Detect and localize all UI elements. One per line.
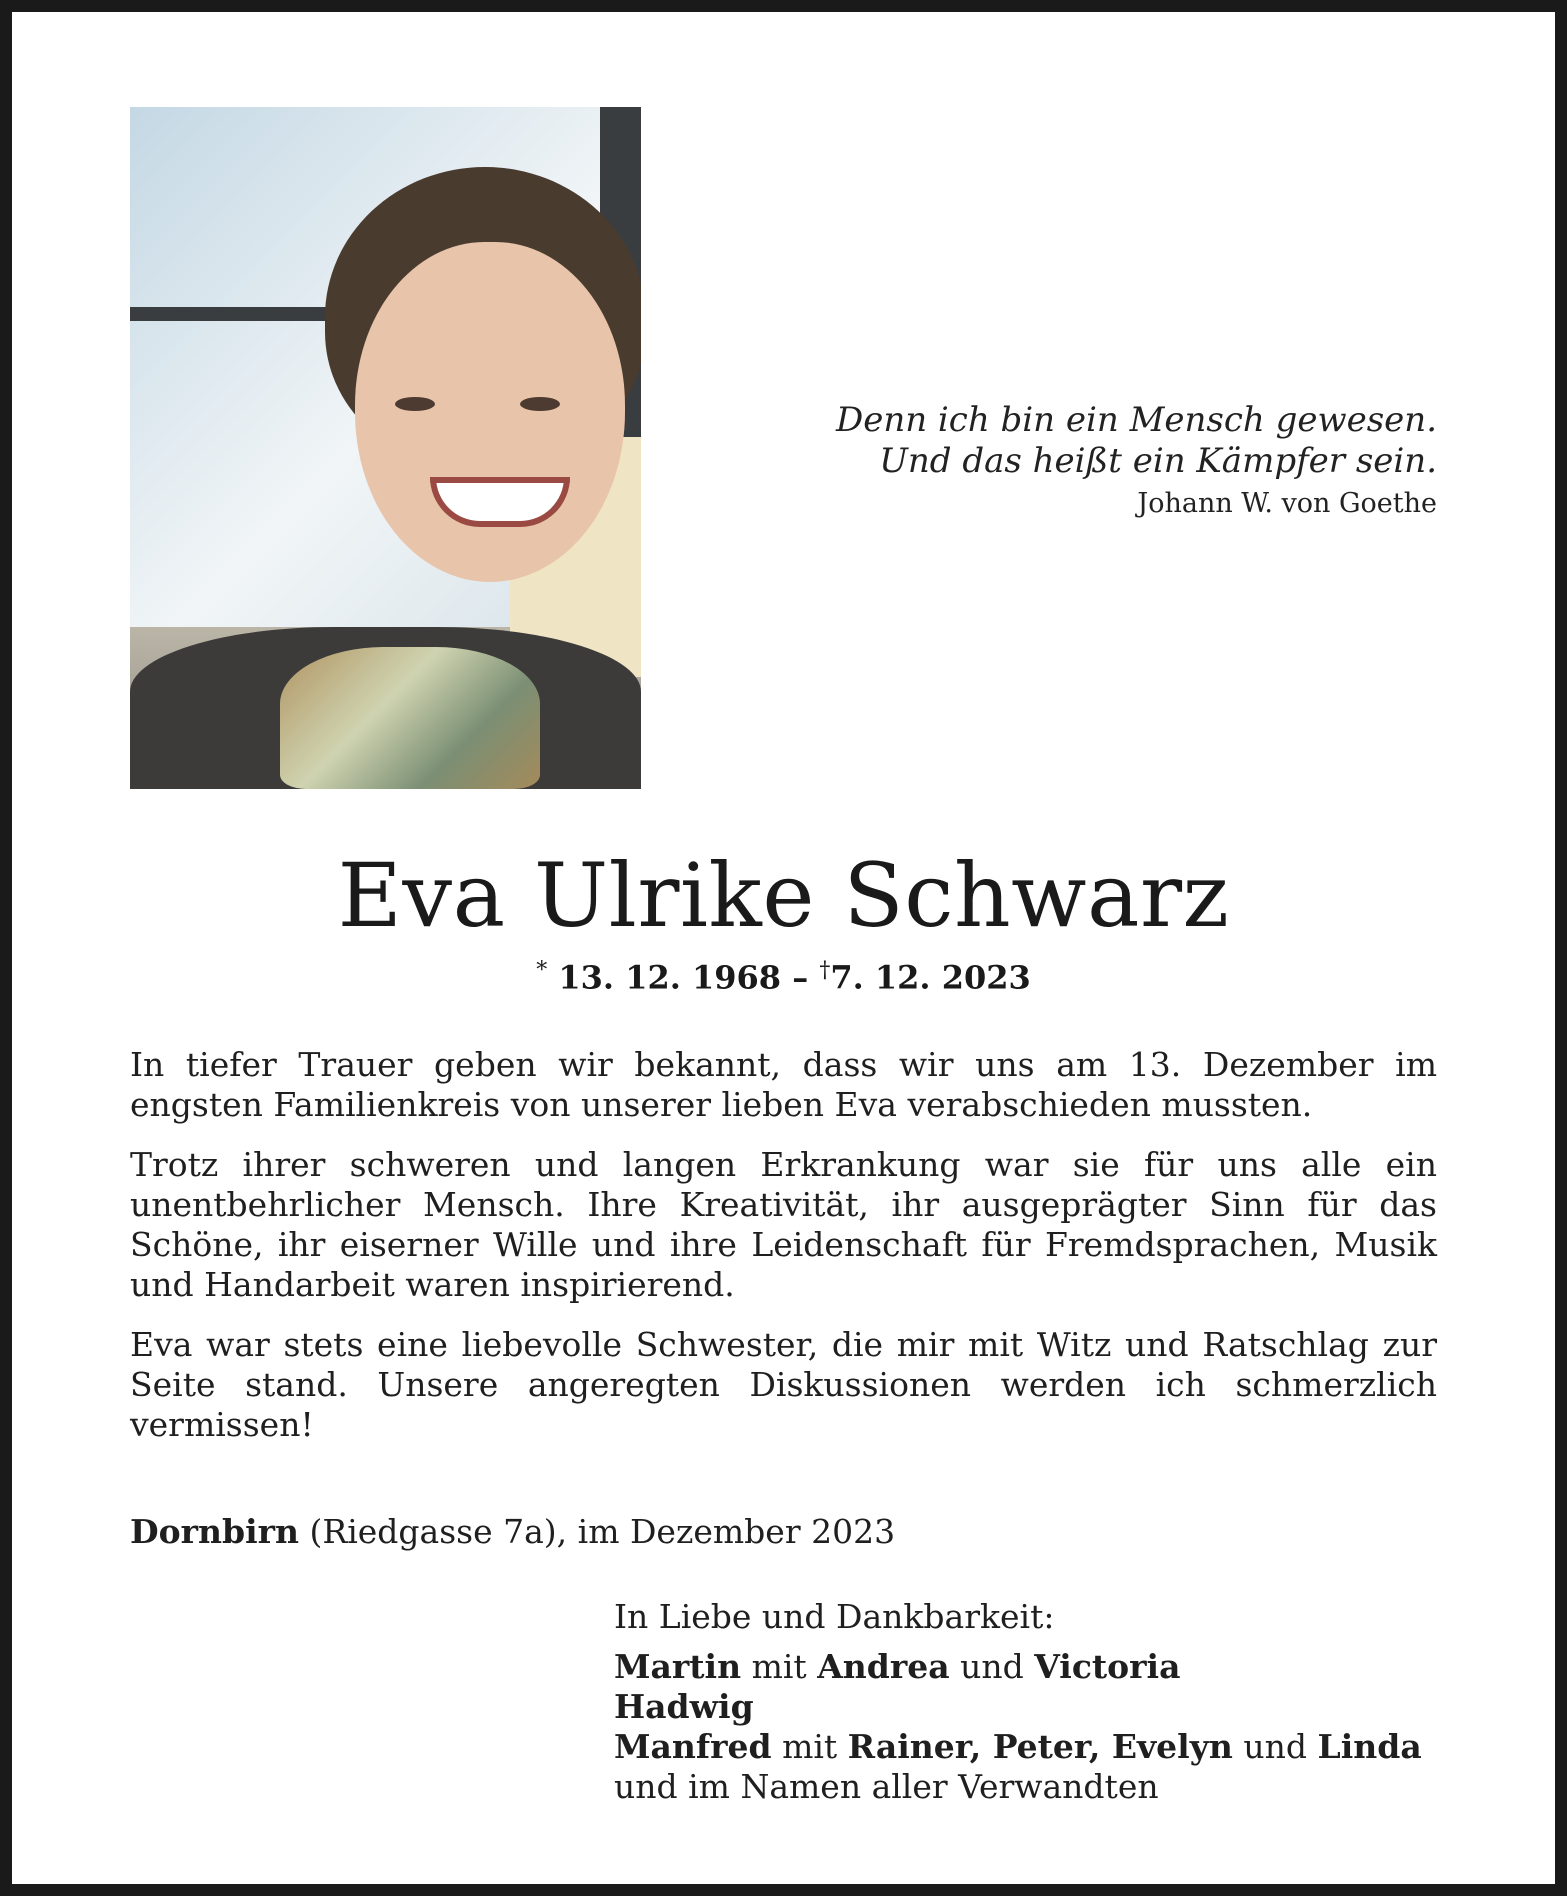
mourner-name: Victoria: [1034, 1647, 1181, 1686]
place-and-date: [130, 1512, 895, 1552]
photo-scarf: [280, 647, 540, 789]
birth-date: 13. 12. 1968: [558, 958, 782, 997]
place-rest: (Riedgasse 7a), im Dezember 2023: [309, 1512, 896, 1551]
mourner-name: Linda: [1317, 1727, 1422, 1766]
portrait-photo: [130, 107, 641, 789]
death-date: 7. 12. 2023: [830, 958, 1031, 997]
quote-author: Johann W. von Goethe: [1137, 488, 1437, 519]
mourner-row-3: [614, 1727, 1422, 1767]
quote-line-1: Denn ich bin ein Mensch gewesen.: [835, 400, 1437, 440]
date-separator: –: [792, 958, 809, 997]
signoff-greeting: In Liebe und Dankbarkeit:: [614, 1597, 1055, 1636]
connector: und: [1243, 1727, 1308, 1766]
mourner-row-2: [614, 1687, 1422, 1727]
place-city: Dornbirn: [130, 1512, 299, 1551]
connector: und: [960, 1647, 1024, 1686]
paragraph-tribute: Trotz ihrer schweren und langen Erkrankung war sie für uns alle ein unentbehrlicher Mensch. Ihre Kreativität, ihr ausgeprägter Sinn für das Schöne, ihr eiserner Wille und ihre Leidenschaft für Fremdsprachen, Musik und Handarbeit waren inspirierend.: [130, 1145, 1437, 1304]
goethe-quote: [737, 400, 1437, 524]
mourner-name: Hadwig: [614, 1687, 754, 1726]
connector: mit: [782, 1727, 838, 1766]
mourner-name: Martin: [614, 1647, 742, 1686]
mourner-name: Rainer, Peter, Evelyn: [847, 1727, 1233, 1766]
mourner-name: Manfred: [614, 1727, 772, 1766]
photo-right-eye: [520, 397, 560, 411]
paragraph-announcement: In tiefer Trauer geben wir bekannt, dass wir uns am 13. Dezember im engsten Familienkreis von unserer lieben Eva verabschieden mussten.: [130, 1045, 1437, 1124]
quote-line-2: Und das heißt ein Kämpfer sein.: [879, 441, 1437, 481]
photo-face: [355, 242, 625, 582]
obituary-text: [130, 1045, 1437, 1465]
death-mark: †: [819, 958, 831, 983]
paragraph-sister: Eva war stets eine liebevolle Schwester, die mir mit Witz und Ratschlag zur Seite stand. Unsere angeregten Diskussionen werden ich schmerzlich vermissen!: [130, 1325, 1437, 1444]
photo-left-eye: [395, 397, 435, 411]
mourner-row-1: [614, 1647, 1422, 1687]
deceased-name: Eva Ulrike Schwarz: [337, 844, 1230, 947]
signoff: [614, 1597, 1422, 1807]
life-dates: [0, 958, 1567, 997]
mourner-name: Andrea: [817, 1647, 950, 1686]
birth-mark: *: [536, 958, 548, 983]
connector: mit: [751, 1647, 807, 1686]
signoff-closing: und im Namen aller Verwandten: [614, 1767, 1159, 1806]
